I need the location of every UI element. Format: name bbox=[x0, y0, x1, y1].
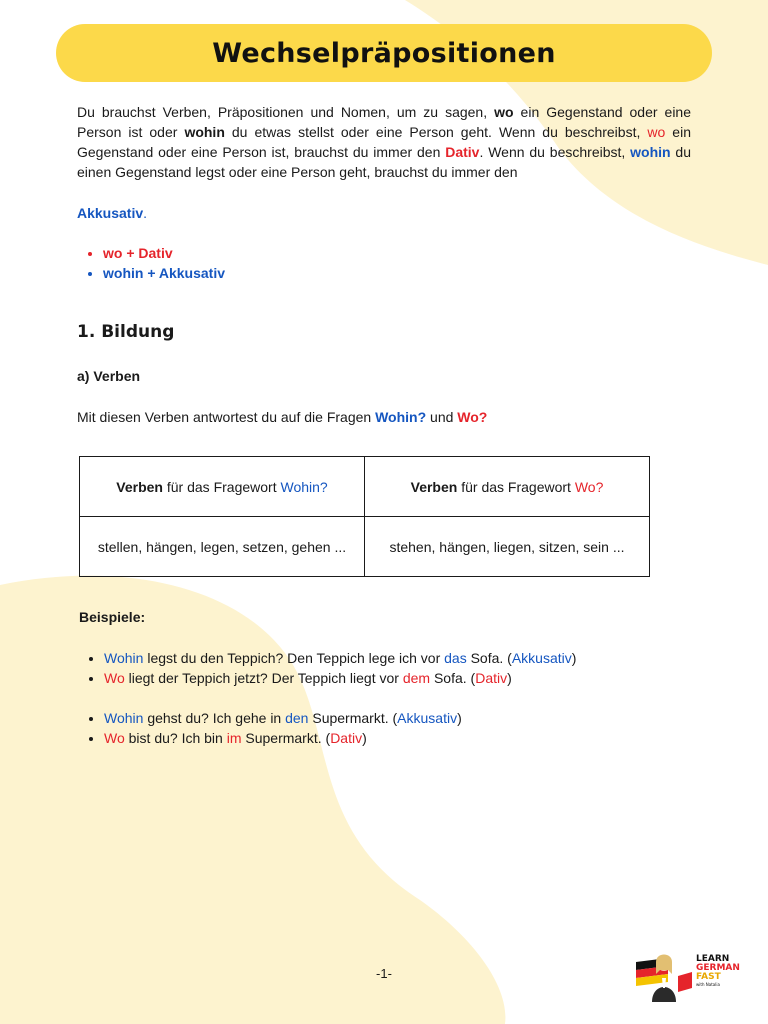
examples-label: Beispiele: bbox=[79, 609, 146, 625]
verbs-table bbox=[79, 456, 650, 577]
question-text: Mit diesen Verben antwortest du auf die Fragen bbox=[77, 409, 376, 425]
question-wo: Wo? bbox=[457, 409, 488, 425]
question-line bbox=[77, 407, 487, 427]
example-item bbox=[104, 668, 576, 688]
example-text: legst du den Teppich? Den Teppich lege ich vor bbox=[143, 650, 445, 666]
example-text: ) bbox=[507, 670, 512, 686]
example-text: Supermarkt. ( bbox=[308, 710, 398, 726]
logo-text bbox=[696, 955, 740, 988]
logo-flag-person-icon bbox=[634, 948, 694, 1002]
rules-list bbox=[77, 243, 225, 283]
rule-item-dativ: • wo + Dativ bbox=[103, 243, 225, 263]
intro-text: . Wenn du beschreibst, bbox=[479, 144, 631, 160]
logo-line-german: GERMAN bbox=[696, 963, 740, 973]
header-text: für das Fragewort bbox=[162, 478, 281, 495]
example-article: dem bbox=[402, 670, 431, 686]
example-text: ) bbox=[571, 650, 577, 666]
header-bold: Verben bbox=[116, 478, 163, 495]
example-article: das bbox=[444, 650, 467, 666]
example-question-word: Wo bbox=[104, 670, 125, 686]
example-case: Dativ bbox=[475, 670, 508, 686]
example-question-word: Wohin bbox=[104, 710, 144, 726]
table-cell-wo-verbs: stehen, hängen, liegen, sitzen, sein ... bbox=[365, 517, 650, 577]
example-text: Sofa. ( bbox=[430, 670, 476, 686]
logo-line-learn: LEARN bbox=[696, 954, 730, 964]
example-case: Akkusativ bbox=[397, 710, 458, 726]
example-text: ) bbox=[362, 730, 367, 746]
akkusativ-line bbox=[77, 203, 147, 223]
example-case: Dativ bbox=[330, 730, 363, 746]
page-title: Wechselpräpositionen bbox=[212, 37, 556, 69]
akkusativ-dot: . bbox=[143, 205, 148, 221]
header-text: für das Fragewort bbox=[457, 478, 575, 495]
learn-german-fast-logo bbox=[634, 948, 746, 1002]
example-case: Akkusativ bbox=[511, 650, 572, 666]
intro-text: ein Gegenstand oder eine Person ist, brauchst du immer den bbox=[77, 124, 691, 160]
examples-list-1 bbox=[79, 648, 576, 688]
example-item bbox=[104, 728, 462, 748]
section-heading: 1. Bildung bbox=[77, 322, 175, 342]
intro-text: du etwas stellst oder eine Person geht. Wenn du beschreibst, bbox=[224, 124, 648, 140]
intro-text: ein Gegenstand oder eine Person ist oder bbox=[77, 104, 692, 140]
table-cell-wohin-verbs: stellen, hängen, legen, setzen, gehen ... bbox=[80, 517, 365, 577]
intro-wo-bold: wo bbox=[494, 104, 514, 120]
intro-text: du einen Gegenstand legst oder eine Person geht, brauchst du immer den bbox=[77, 144, 692, 180]
example-text: gehst du? Ich gehe in bbox=[143, 710, 286, 726]
example-text: bist du? Ich bin bbox=[124, 730, 227, 746]
subheading: a) Verben bbox=[77, 368, 141, 384]
example-item bbox=[104, 648, 576, 668]
logo-line-fast: FAST bbox=[696, 972, 721, 982]
example-article: im bbox=[226, 730, 242, 746]
intro-wo-red: wo bbox=[647, 124, 666, 140]
intro-dativ: Dativ bbox=[445, 144, 480, 160]
table-row bbox=[80, 517, 650, 577]
example-article: den bbox=[285, 710, 309, 726]
question-wohin: Wohin? bbox=[375, 409, 427, 425]
logo-line-with: with Natalia bbox=[696, 982, 720, 987]
rule-item-akkusativ: • wohin + Akkusativ bbox=[103, 263, 225, 283]
title-banner bbox=[56, 24, 712, 82]
example-text: Supermarkt. ( bbox=[241, 730, 331, 746]
table-header-wo bbox=[365, 457, 650, 517]
table-header-row bbox=[80, 457, 650, 517]
intro-paragraph bbox=[77, 102, 691, 182]
examples-list-2 bbox=[79, 708, 462, 748]
example-question-word: Wohin bbox=[104, 650, 144, 666]
page-number: -1- bbox=[376, 966, 392, 981]
intro-wohin-blue: wohin bbox=[630, 144, 671, 160]
question-und: und bbox=[426, 409, 458, 425]
example-item bbox=[104, 708, 462, 728]
example-text: ) bbox=[457, 710, 462, 726]
header-wohin: Wohin? bbox=[280, 478, 328, 495]
intro-wohin-bold: wohin bbox=[184, 124, 225, 140]
example-question-word: Wo bbox=[104, 730, 125, 746]
intro-text: Du brauchst Verben, Präpositionen und Nomen, um zu sagen, bbox=[77, 104, 495, 120]
header-wo: Wo? bbox=[574, 478, 604, 495]
akkusativ-word: Akkusativ bbox=[77, 205, 144, 221]
example-text: liegt der Teppich jetzt? Der Teppich liegt vor bbox=[124, 670, 403, 686]
table-header-wohin bbox=[80, 457, 365, 517]
example-text: Sofa. ( bbox=[466, 650, 512, 666]
header-bold: Verben bbox=[410, 478, 458, 495]
